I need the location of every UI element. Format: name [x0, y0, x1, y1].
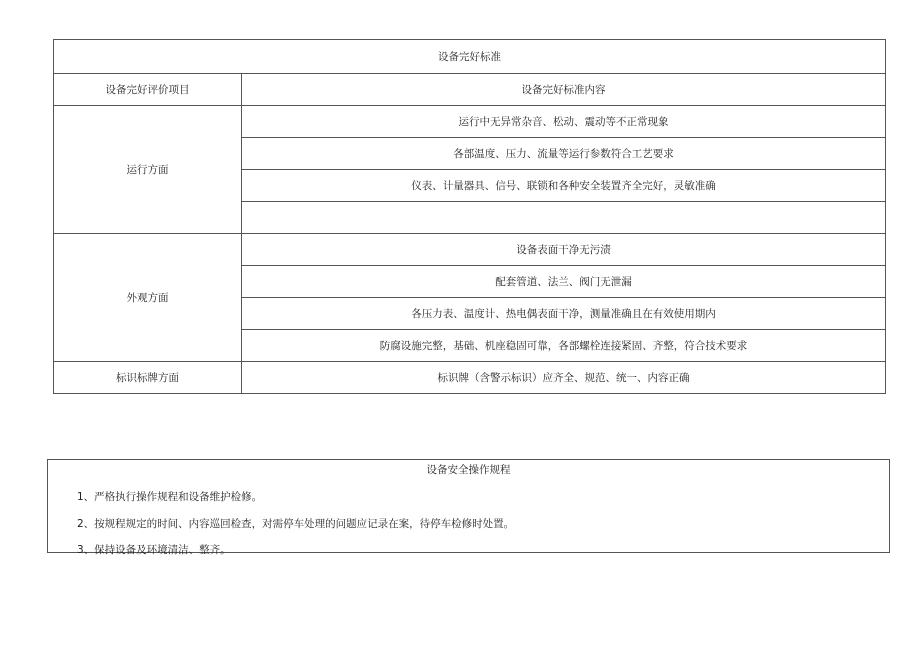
- category-appearance: 外观方面: [54, 234, 242, 362]
- table-row: 标识牌（含警示标识）应齐全、规范、统一、内容正确: [242, 362, 886, 394]
- procedure-item: 1、严格执行操作规程和设备维护检修。: [77, 491, 263, 503]
- procedure-item: 2、按规程规定的时间、内容巡回检查，对需停车处理的问题应记录在案，待停车检修时处置。: [77, 518, 515, 530]
- header-item: 设备完好评价项目: [54, 74, 242, 106]
- table-row: 各压力表、温度计、热电偶表面干净，测量准确且在有效使用期内: [242, 298, 886, 330]
- equipment-standard-table: [53, 39, 886, 394]
- table-row: 防腐设施完整，基础、机座稳固可靠，各部螺栓连接紧固、齐整，符合技术要求: [242, 330, 886, 362]
- category-operation: 运行方面: [54, 106, 242, 234]
- procedure-title: 设备安全操作规程: [426, 464, 511, 476]
- procedure-item: 3、保持设备及环境清洁、整齐。: [77, 544, 231, 556]
- safety-procedure-box: [47, 459, 890, 556]
- table-title: 设备完好标准: [54, 40, 886, 74]
- category-signage: 标识标牌方面: [54, 362, 242, 394]
- table-row: 运行中无异常杂音、松动、震动等不正常现象: [242, 106, 886, 138]
- table-row: 设备表面干净无污渍: [242, 234, 886, 266]
- table-row: 仪表、计量器具、信号、联锁和各种安全装置齐全完好，灵敏准确: [242, 170, 886, 202]
- table-row: [242, 202, 886, 234]
- header-content: 设备完好标准内容: [242, 74, 886, 106]
- table-row: 配套管道、法兰、阀门无泄漏: [242, 266, 886, 298]
- table-row: 各部温度、压力、流量等运行参数符合工艺要求: [242, 138, 886, 170]
